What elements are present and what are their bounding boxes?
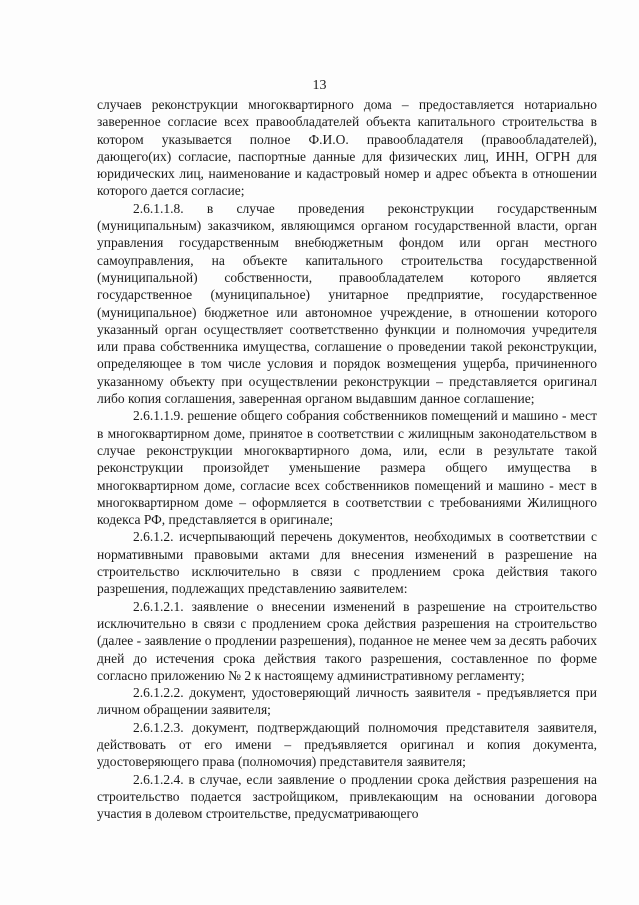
paragraph-2-6-1-2-2: 2.6.1.2.2. документ, удостоверяющий личность заявителя - предъявляется при личном обращении заявителя; [97, 685, 597, 718]
document-body [97, 96, 597, 822]
paragraph-2-6-1-2-3: 2.6.1.2.3. документ, подтверждающий полномочия представителя заявителя, действовать от его имени – предъявляется оригинал и копия документа, удостоверяющего права (полномочия) представителя заявителя; [97, 719, 597, 770]
page-number: 13 [312, 78, 327, 93]
paragraph-2-6-1-2-1: 2.6.1.2.1. заявление о внесении изменений в разрешение на строительство исключительно в связи с продлением срока действия разрешения на строительство (далее - заявление о продлении разрешения), поданное не менее чем за десять рабочих дней до истечения срока действия такого разрешения, составленное по форме согласно приложению № 2 к настоящему административному регламенту; [97, 598, 597, 683]
paragraph-2-6-1-1-8: 2.6.1.1.8. в случае проведения реконструкции государственным (муниципальным) заказчиком, являющимся органом государственной власти, орган управления государственным внебюджетным фондом или орган местного самоуправления, на объекте капитального строительства государственной (муниципальной) собственности, правообладателем которого является государственное (муниципальное) унитарное предприятие, государственное (муниципальное) бюджетное или автономное учреждение, в отношении которого указанный орган осуществляет соответственно функции и полномочия учредителя или права собственника имущества, соглашение о проведении такой реконструкции, определяющее в том числе условия и порядок возмещения ущерба, причиненного указанному объекту при осуществлении реконструкции – представляется оригинал либо копия соглашения, заверенная органом выдавшим данное соглашение; [97, 200, 597, 407]
paragraph-2-6-1-1-9: 2.6.1.1.9. решение общего собрания собственников помещений и машино - мест в многоквартирном доме, принятое в соответствии с жилищным законодательством в случае реконструкции многоквартирного дома, или, если в результате такой реконструкции произойдет уменьшение размера общего имущества в многоквартирном доме, согласие всех собственников помещений и машино - мест в многоквартирном доме – оформляется в соответствии с требованиями Жилищного кодекса РФ, представляется в оригинале; [97, 408, 597, 528]
paragraph-continuation: случаев реконструкции многоквартирного дома – предоставляется нотариально заверенное согласие всех правообладателей объекта капитального строительства в котором указывается полное Ф.И.О. правообладателя (правообладателей), дающего(их) согласие, паспортные данные для физических лиц, ИНН, ОГРН для юридических лиц, наименование и кадастровый номер и адрес объекта в отношении которого дается согласие; [97, 97, 597, 199]
paragraph-2-6-1-2: 2.6.1.2. исчерпывающий перечень документов, необходимых в соответствии с нормативными правовыми актами для внесения изменений в разрешение на строительство исключительно в связи с продлением срока действия такого разрешения, подлежащих представлению заявителем: [97, 529, 597, 597]
paragraph-2-6-1-2-4: 2.6.1.2.4. в случае, если заявление о продлении срока действия разрешения на строительство подается застройщиком, привлекающим на основании договора участия в долевом строительстве, предусматривающего [97, 771, 597, 822]
